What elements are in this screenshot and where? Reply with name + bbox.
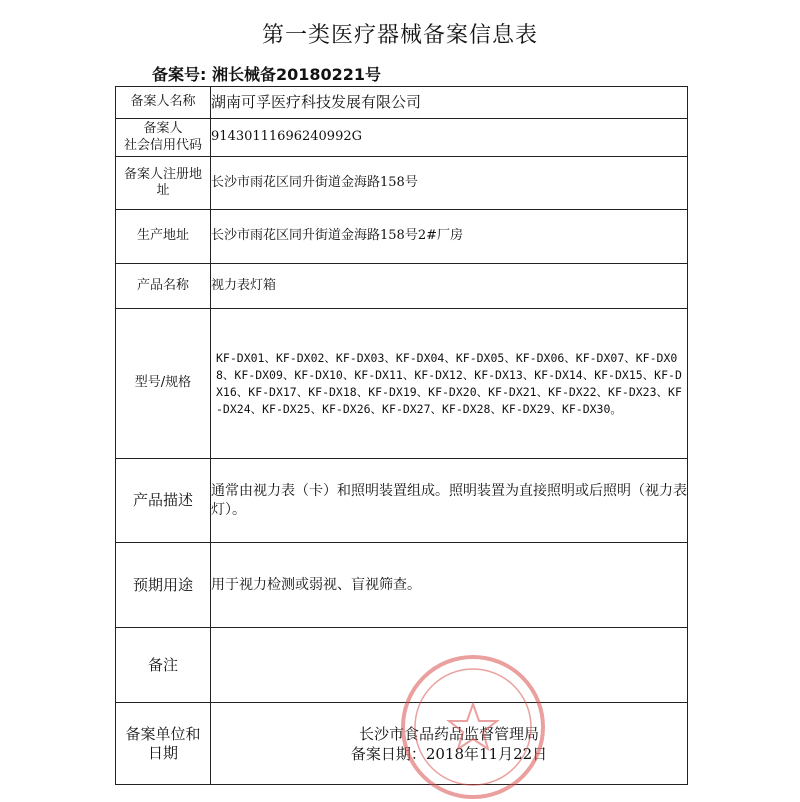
row-filer-name <box>116 87 688 119</box>
filer-name-label: 备案人名称 <box>116 87 211 119</box>
reg-address-label <box>116 157 211 210</box>
remarks-label: 备注 <box>116 628 211 703</box>
description-label: 产品描述 <box>116 459 211 543</box>
row-product-name <box>116 264 688 309</box>
prod-address-label: 生产地址 <box>116 210 211 264</box>
filing-number-label: 备案号: <box>152 65 207 84</box>
product-name-label: 产品名称 <box>116 264 211 309</box>
reg-address-value: 长沙市雨花区同升街道金海路158号 <box>211 157 688 210</box>
row-credit-code <box>116 119 688 157</box>
remarks-value <box>211 628 688 703</box>
credit-code-value: 91430111696240992G <box>211 119 688 157</box>
description-value: 通常由视力表（卡）和照明装置组成。照明装置为直接照明或后照明（视力表灯）。 <box>211 459 688 543</box>
page-title: 第一类医疗器械备案信息表 <box>261 23 538 48</box>
row-filing-unit <box>116 703 688 785</box>
intended-use-value: 用于视力检测或弱视、盲视筛查。 <box>211 543 688 628</box>
reg-address-label-line2: 址 <box>156 183 170 198</box>
filing-unit-label <box>116 703 211 785</box>
filing-unit-value <box>211 703 688 785</box>
row-model <box>116 309 688 459</box>
filing-number <box>152 62 381 85</box>
product-name-value: 视力表灯箱 <box>211 264 688 309</box>
filer-name-value: 湖南可孚医疗科技发展有限公司 <box>211 87 688 119</box>
row-description <box>116 459 688 543</box>
row-prod-address <box>116 210 688 264</box>
info-table <box>115 86 688 785</box>
intended-use-label: 预期用途 <box>116 543 211 628</box>
model-value: KF-DX01、KF-DX02、KF-DX03、KF-DX04、KF-DX05、KF-DX06、KF-DX07、KF-DX08、KF-DX09、KF-DX10、KF-DX11、KF-DX12、KF-DX13、KF-DX14、KF-DX15、KF-DX16、KF-DX17、KF-DX18、KF-DX19、KF-DX20、KF-DX21、KF-DX22、KF-DX23、KF-DX24、KF-DX25、KF-DX26、KF-DX27、KF-DX28、KF-DX29、KF-DX30。 <box>211 309 688 459</box>
row-remarks <box>116 628 688 703</box>
prod-address-value: 长沙市雨花区同升街道金海路158号2#厂房 <box>211 210 688 264</box>
row-reg-address <box>116 157 688 210</box>
filing-unit-name: 长沙市食品药品监督管理局 <box>358 724 539 743</box>
credit-code-label-line2: 社会信用代码 <box>123 137 202 153</box>
row-intended-use <box>116 543 688 628</box>
filing-unit-label-line2: 日期 <box>147 743 178 762</box>
filing-unit-label-line1: 备案单位和 <box>125 724 201 743</box>
model-label: 型号/规格 <box>116 309 211 459</box>
filing-date: 备案日期：2018年11月22日 <box>350 744 548 763</box>
credit-code-label <box>116 119 211 157</box>
filing-number-value: 湘长械备20180221号 <box>211 65 382 84</box>
credit-code-label-line1: 备案人 <box>143 121 183 137</box>
reg-address-label-line1: 备案人注册地 <box>123 166 202 182</box>
